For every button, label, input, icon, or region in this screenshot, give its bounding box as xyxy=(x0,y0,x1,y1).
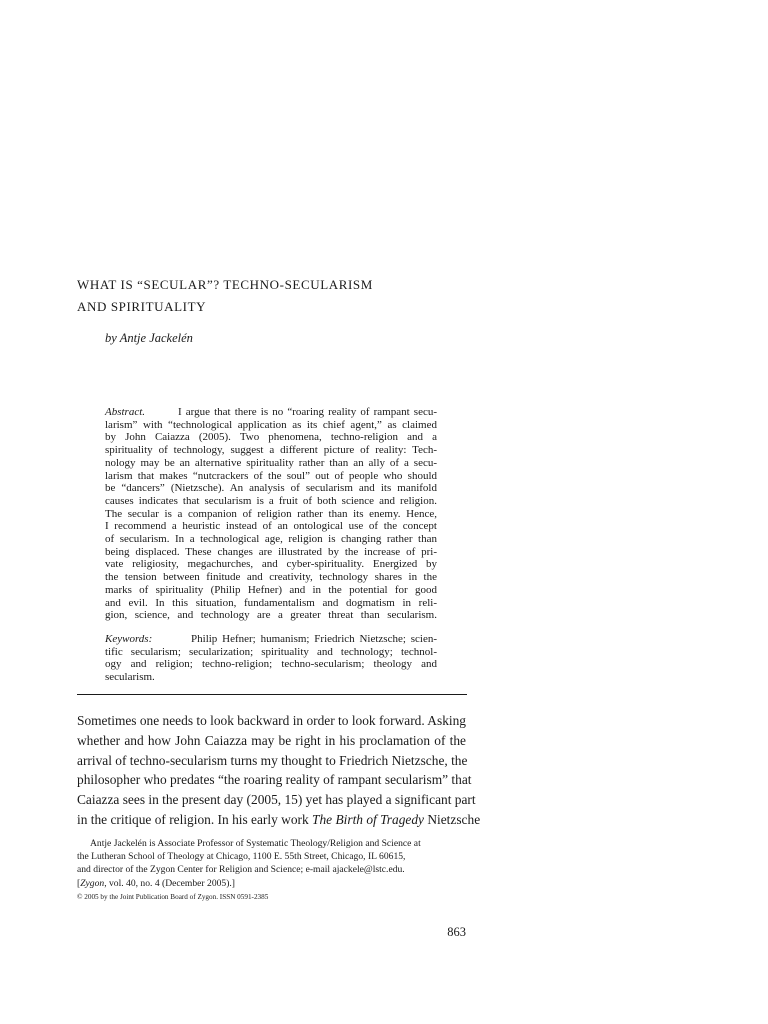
abstract-line: gion, science, and technology are a greater threat than secularism. xyxy=(105,609,437,622)
abstract-line: marks of spirituality (Philip Hefner) and in the potential for good xyxy=(105,583,437,596)
body-line-text: in the critique of religion. In his early work xyxy=(77,811,313,827)
body-line: arrival of techno-secularism turns my thought to Friedrich Nietzsche, the xyxy=(77,752,468,768)
article-title xyxy=(77,274,477,318)
abstract-block xyxy=(105,406,437,622)
keywords-text: Philip Hefner; humanism; Friedrich Nietzsche; scien- xyxy=(191,633,438,645)
abstract-line: causes indicates that secularism is a fruit of both science and religion. xyxy=(105,494,437,507)
citation-bracket: [ xyxy=(77,878,81,889)
abstract-line: larism” with “technological application as its chief agent,” as claimed xyxy=(105,418,437,431)
abstract-line: nology may be an alternative spirituality rather than an ally of a secu- xyxy=(105,456,437,469)
abstract-line: I recommend a heuristic instead of an ontological use of the concept xyxy=(105,520,437,533)
abstract-line: vate religiosity, megachurches, and cyber-spirituality. Energized by xyxy=(105,558,437,571)
body-line: philosopher who predates “the roaring reality of rampant secularism” that xyxy=(77,772,472,788)
journal-name: Zygon xyxy=(80,878,105,889)
keywords-line: secularism. xyxy=(105,671,155,684)
book-title: The Birth of Tragedy xyxy=(312,811,424,827)
body-line xyxy=(77,810,481,830)
abstract-line: The secular is a companion of religion rather than its enemy. Hence, xyxy=(105,507,437,520)
abstract-line: by John Caiazza (2005). Two phenomena, techno-religion and a xyxy=(105,431,437,444)
footnote-line: the Lutheran School of Theology at Chicago, 1100 E. 55th Street, Chicago, IL 60615, xyxy=(77,851,406,862)
body-paragraph xyxy=(77,711,481,830)
copyright-notice: © 2005 by the Joint Publication Board of Zygon. ISSN 0591-2385 xyxy=(77,893,269,901)
section-divider xyxy=(77,694,467,695)
abstract-label: Abstract. xyxy=(105,406,146,418)
keywords-line: tific secularism; secularization; spirituality and technology; technol- xyxy=(105,645,437,658)
body-line-text: Nietzsche xyxy=(424,811,481,827)
article-title-line-2: AND SPIRITUALITY xyxy=(77,299,207,314)
abstract-line: and evil. In this situation, fundamentalism and dogmatism in reli- xyxy=(105,596,437,609)
abstract-line: be “dancers” (Nietzsche). An analysis of secularism and its manifold xyxy=(105,482,437,495)
keywords-block xyxy=(105,633,437,684)
body-line: Sometimes one needs to look backward in order to look forward. Asking xyxy=(77,713,466,728)
footnote-line: Antje Jackelén is Associate Professor of Systematic Theology/Religion and Science at xyxy=(90,838,421,849)
keywords-line xyxy=(105,633,437,646)
author-byline: by Antje Jackelén xyxy=(105,331,193,345)
abstract-line: of secularism. In a technological age, religion is changing rather than xyxy=(105,533,437,546)
abstract-line: larism that makes “nutcrackers of the soul” out of people who should xyxy=(105,469,437,482)
footnote-line: and director of the Zygon Center for Religion and Science; e-mail ajackele@lstc.edu. xyxy=(77,864,405,875)
article-title-line-1: WHAT IS “SECULAR”? TECHNO-SECULARISM xyxy=(77,277,373,292)
abstract-line: the tension between finitude and creativity, technology shares in the xyxy=(105,571,437,584)
keywords-label: Keywords: xyxy=(105,633,153,645)
author-footnote xyxy=(77,837,466,876)
abstract-text: I argue that there is no “roaring reality of rampant secu- xyxy=(177,406,437,418)
keywords-line: ogy and religion; techno-religion; techno-secularism; theology and xyxy=(105,658,437,671)
abstract-line: spirituality of technology, suggest a different picture of reality: Tech- xyxy=(105,444,437,457)
body-line: Caiazza sees in the present day (2005, 15) yet has played a significant part xyxy=(77,792,476,808)
abstract-line xyxy=(105,406,437,419)
body-line: whether and how John Caiazza may be right in his proclamation of the xyxy=(77,732,466,748)
journal-citation xyxy=(77,877,235,890)
page-number: 863 xyxy=(447,925,466,939)
abstract-line: being displaced. These changes are illustrated by the increase of pri- xyxy=(105,545,437,558)
citation-details: , vol. 40, no. 4 (December 2005).] xyxy=(104,878,236,889)
